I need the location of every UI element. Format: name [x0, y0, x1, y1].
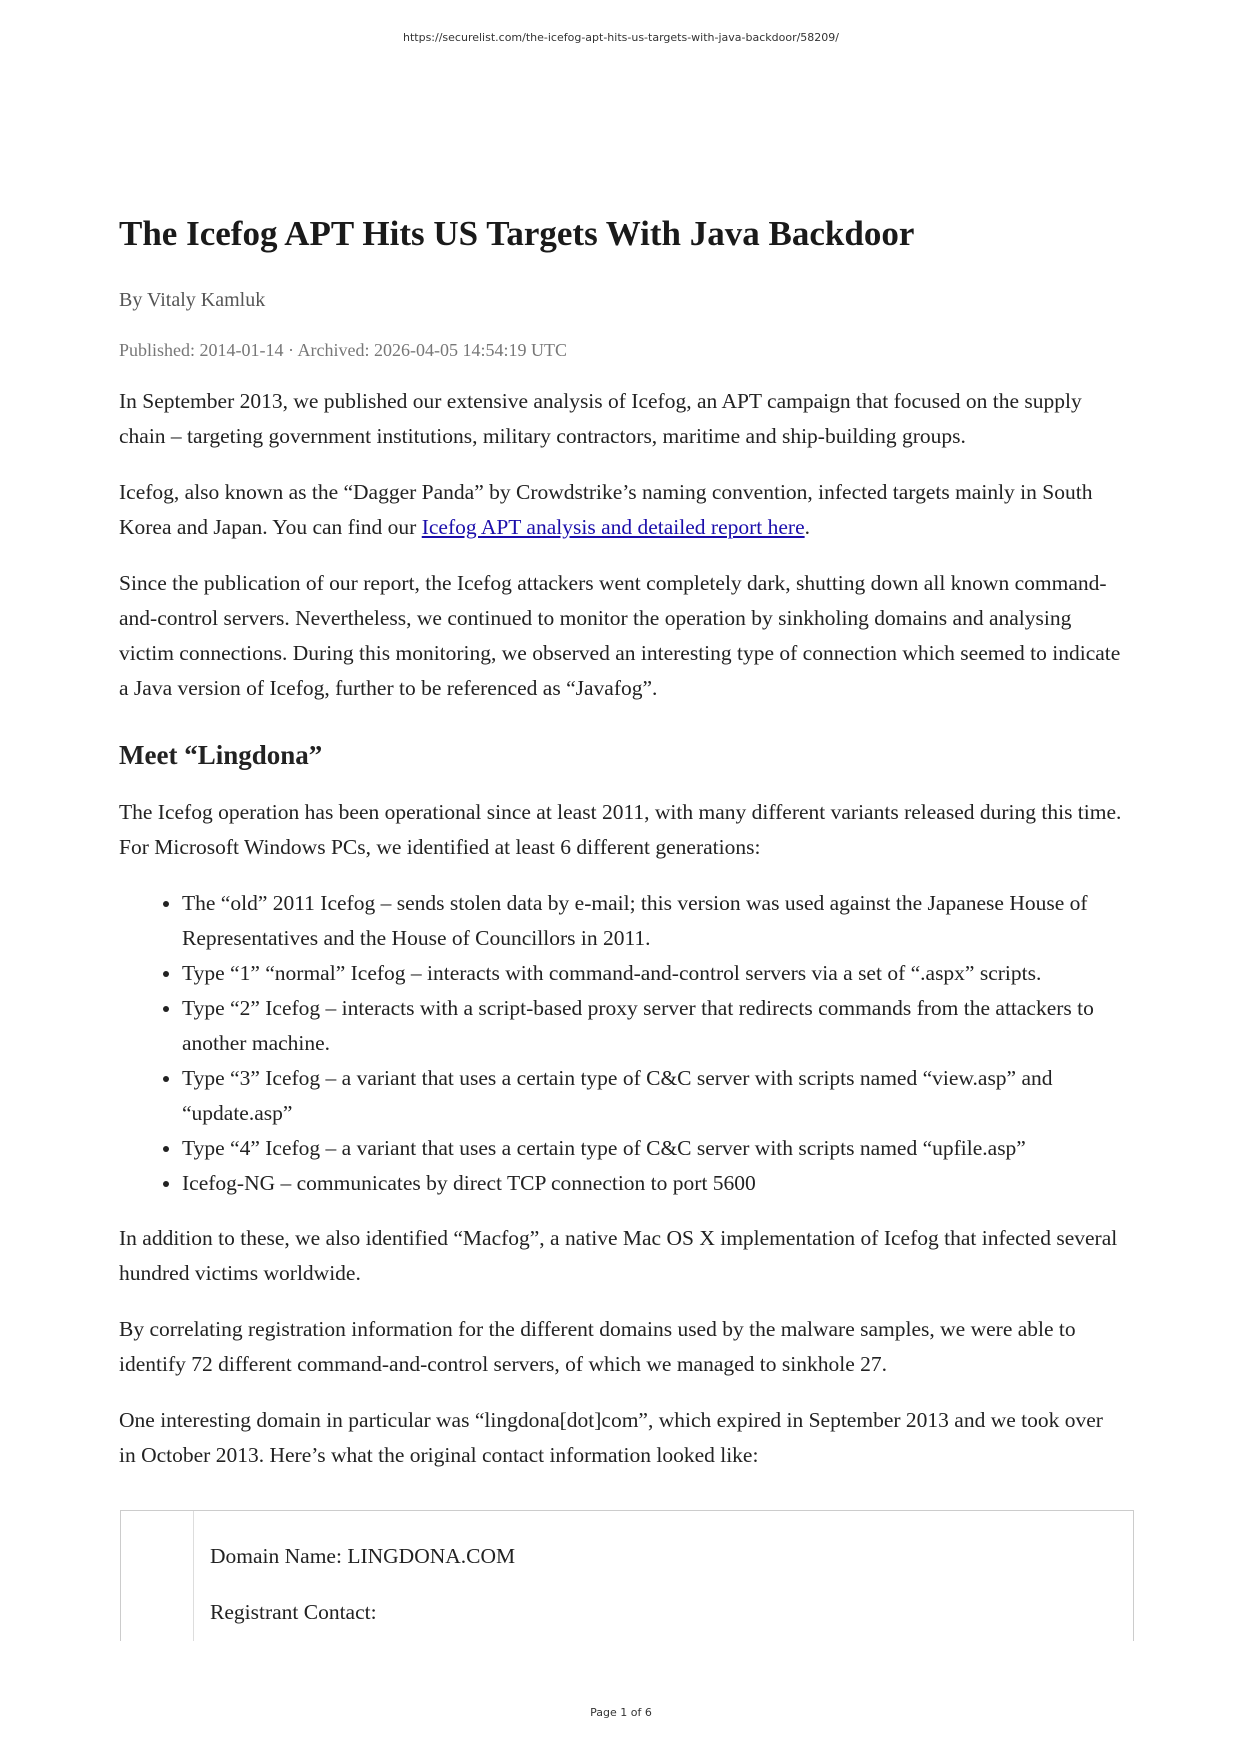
list-item: • Type “1” “normal” Icefog – interacts with command-and-control servers via a set of “.aspx” scripts. — [182, 956, 1124, 991]
page-url: https://securelist.com/the-icefog-apt-hits-us-targets-with-java-backdoor/58209/ — [403, 31, 839, 44]
paragraph-6: By correlating registration information for the different domains used by the malware samples, we were able to identify 72 different command-and-control servers, of which we managed to sinkhole 27. — [119, 1317, 1076, 1376]
paragraph-2-end: . — [804, 515, 810, 539]
paragraph-2 — [119, 475, 1124, 545]
whois-domain: Domain Name: LINGDONA.COM — [210, 1544, 516, 1568]
article — [119, 212, 1124, 1494]
whois-table — [120, 1510, 1134, 1641]
article-title: The Icefog APT Hits US Targets With Java Backdoor — [119, 214, 915, 253]
byline: By Vitaly Kamluk — [119, 289, 266, 311]
section-heading: Meet “Lingdona” — [119, 740, 323, 770]
whois-registrant: Registrant Contact: — [210, 1600, 377, 1624]
list-item: • Type “2” Icefog – interacts with a script-based proxy server that redirects commands from the attackers to another machine. — [182, 991, 1124, 1061]
list-item: • The “old” 2011 Icefog – sends stolen data by e-mail; this version was used against the Japanese House of Representatives and the House of Councillors in 2011. — [182, 886, 1124, 956]
paragraph-7: One interesting domain in particular was “lingdona[dot]com”, which expired in September 2013 and we took over in October 2013. Here’s what the original contact information looked like: — [119, 1408, 1103, 1467]
list-item: • Type “4” Icefog – a variant that uses a certain type of C&C server with scripts named “upfile.asp” — [182, 1131, 1124, 1166]
report-link[interactable]: Icefog APT analysis and detailed report here — [421, 515, 805, 539]
list-item: • Icefog-NG – communicates by direct TCP connection to port 5600 — [182, 1166, 1124, 1201]
paragraph-4: The Icefog operation has been operational since at least 2011, with many different variants released during this time. For Microsoft Windows PCs, we identified at least 6 different generations: — [119, 800, 1122, 859]
paragraph-1: In September 2013, we published our extensive analysis of Icefog, an APT campaign that focused on the supply chain – targeting government institutions, military contractors, maritime and ship-building groups. — [119, 389, 1082, 448]
page-number: Page 1 of 6 — [590, 1706, 652, 1719]
paragraph-3: Since the publication of our report, the Icefog attackers went completely dark, shutting down all known command-and-control servers. Nevertheless, we continued to monitor the operation by sinkholing domains and analysing victim connections. During this monitoring, we observed an interesting type of connection which seemed to indicate a Java version of Icefog, further to be referenced as “Javafog”. — [119, 571, 1121, 700]
variant-list — [119, 886, 1124, 1201]
paragraph-2-text: Icefog, also known as the “Dagger Panda” by Crowdstrike’s naming convention, infected targets mainly in South Korea and Japan. You can find our — [119, 480, 1093, 539]
list-item: • Type “3” Icefog – a variant that uses a certain type of C&C server with scripts named “view.asp” and “update.asp” — [182, 1061, 1124, 1131]
paragraph-5: In addition to these, we also identified “Macfog”, a native Mac OS X implementation of Icefog that infected several hundred victims worldwide. — [119, 1226, 1118, 1285]
whois-cell — [193, 1511, 1133, 1641]
publish-meta: Published: 2014-01-14 · Archived: 2026-04-05 14:54:19 UTC — [119, 340, 567, 360]
